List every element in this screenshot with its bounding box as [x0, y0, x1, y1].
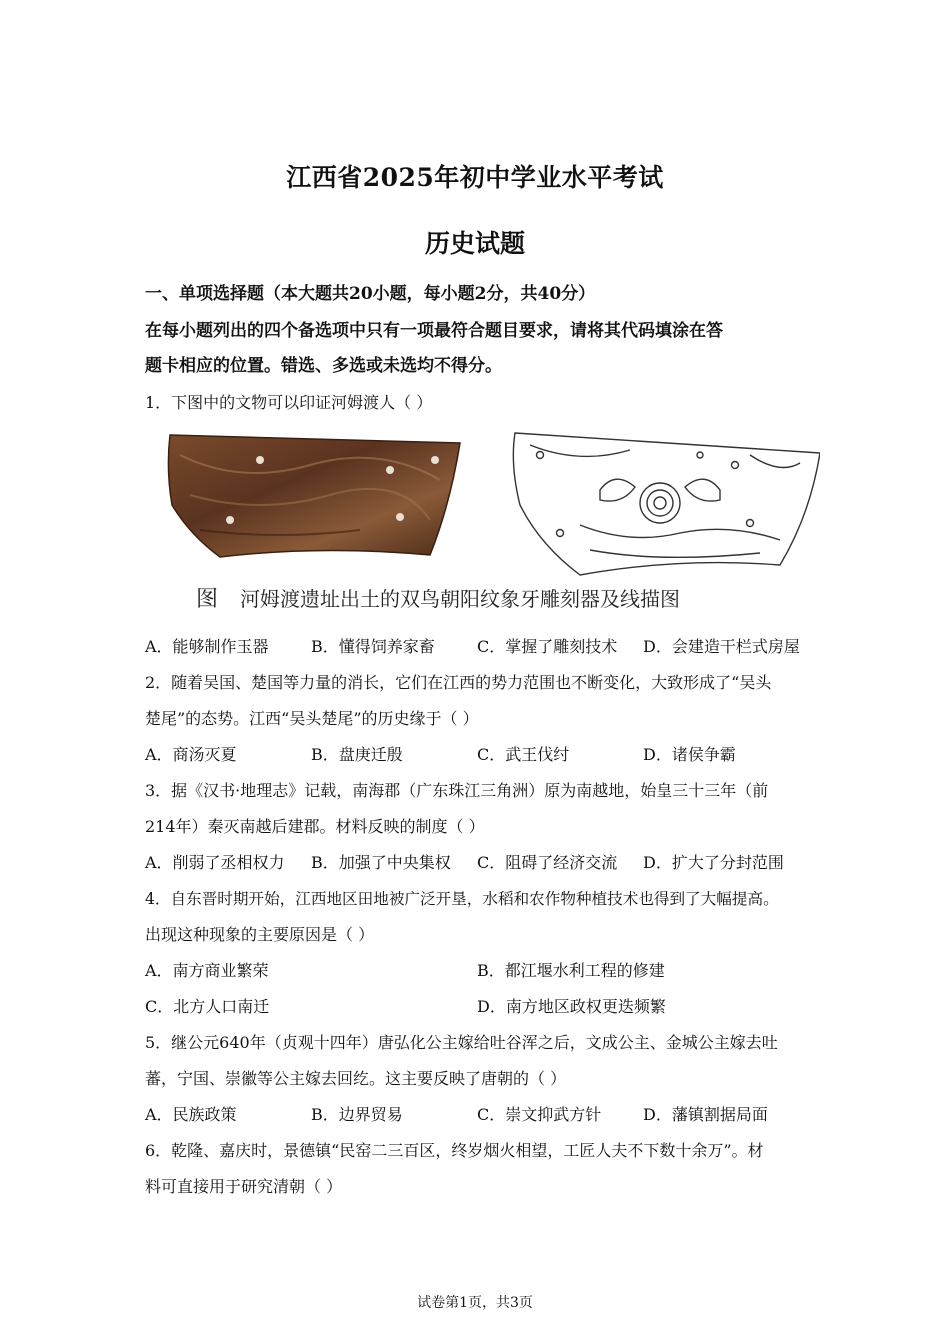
- question-3-option-a: A．削弱了丞相权力: [145, 853, 285, 872]
- figure-caption: [196, 582, 680, 613]
- ivory-carving-image: [160, 425, 820, 585]
- question-4-option-c: C．北方人口南迁: [145, 997, 270, 1016]
- question-3-stem-line1: 3．据《汉书·地理志》记载，南海郡（广东珠江三角洲）原为南越地，始皇三十三年（前: [145, 781, 769, 800]
- question-2-option-c: C．武王伐纣: [477, 745, 570, 764]
- question-4-option-a: A．南方商业繁荣: [145, 961, 269, 980]
- question-3-stem-line2: 214年）秦灭南越后建郡。材料反映的制度（ ）: [145, 817, 485, 836]
- figure-label: 图: [196, 587, 219, 612]
- question-5-option-c: C．崇文抑武方针: [477, 1105, 602, 1124]
- ivory-photo: [168, 435, 460, 557]
- question-5-option-b: B．边界贸易: [311, 1105, 403, 1124]
- question-4-option-b: B．都江堰水利工程的修建: [477, 961, 665, 980]
- question-2-option-d: D．诸侯争霸: [643, 745, 736, 764]
- question-1-option-b: B．懂得饲养家畜: [311, 637, 435, 656]
- page-footer: 试卷第1页，共3页: [417, 1295, 533, 1311]
- question-1-stem: 1．下图中的文物可以印证河姆渡人（ ）: [145, 393, 433, 412]
- question-2-option-a: A．商汤灭夏: [145, 745, 237, 764]
- question-4-option-d: D．南方地区政权更迭频繁: [477, 997, 666, 1016]
- question-1-option-a: A．能够制作玉器: [145, 637, 269, 656]
- question-6-stem-line1: 6．乾隆、嘉庆时，景德镇“民窑二三百区，终岁烟火相望，工匠人夫不下数十余万”。材: [145, 1141, 764, 1160]
- section-instruction-line2: 题卡相应的位置。错选、多选或未选均不得分。: [145, 356, 502, 376]
- question-1-option-d: D．会建造干栏式房屋: [643, 637, 800, 656]
- question-5-stem-line1: 5．继公元640年（贞观十四年）唐弘化公主嫁给吐谷浑之后，文成公主、金城公主嫁去吐: [145, 1033, 778, 1052]
- question-4-stem-line2: 出现这种现象的主要原因是（ ）: [145, 925, 375, 944]
- question-5-option-a: A．民族政策: [145, 1105, 237, 1124]
- question-4-stem-line1: 4．自东晋时期开始，江西地区田地被广泛开垦，水稻和农作物种植技术也得到了大幅提高。: [145, 890, 779, 908]
- question-2-stem-line2: 楚尾”的态势。江西“吴头楚尾”的历史缘于（ ）: [145, 709, 479, 728]
- question-3-option-d: D．扩大了分封范围: [643, 853, 784, 872]
- question-2-stem-line1: 2．随着吴国、楚国等力量的消长，它们在江西的势力范围也不断变化，大致形成了“吴头: [145, 673, 772, 692]
- figure-caption-text: 河姆渡遗址出土的双鸟朝阳纹象牙雕刻器及线描图: [240, 587, 681, 611]
- question-1-option-c: C．掌握了雕刻技术: [477, 637, 618, 656]
- question-5-option-d: D．藩镇割据局面: [643, 1105, 768, 1124]
- question-6-stem-line2: 料可直接用于研究清朝（ ）: [145, 1177, 343, 1196]
- section-instruction-line1: 在每小题列出的四个备选项中只有一项最符合题目要求，请将其代码填涂在答: [145, 321, 723, 341]
- exam-title: 江西省2025年初中学业水平考试: [286, 163, 664, 192]
- question-5-stem-line2: 蕃，宁国、崇徽等公主嫁去回纥。这主要反映了唐朝的（ ）: [145, 1069, 567, 1088]
- question-2-option-b: B．盘庚迁殷: [311, 745, 403, 764]
- question-3-option-c: C．阻碍了经济交流: [477, 853, 618, 872]
- exam-subject-title: 历史试题: [424, 229, 525, 258]
- question-3-option-b: B．加强了中央集权: [311, 853, 451, 872]
- ivory-line-drawing: [513, 433, 820, 575]
- section-heading: 一、单项选择题（本大题共20小题，每小题2分，共40分）: [145, 284, 596, 304]
